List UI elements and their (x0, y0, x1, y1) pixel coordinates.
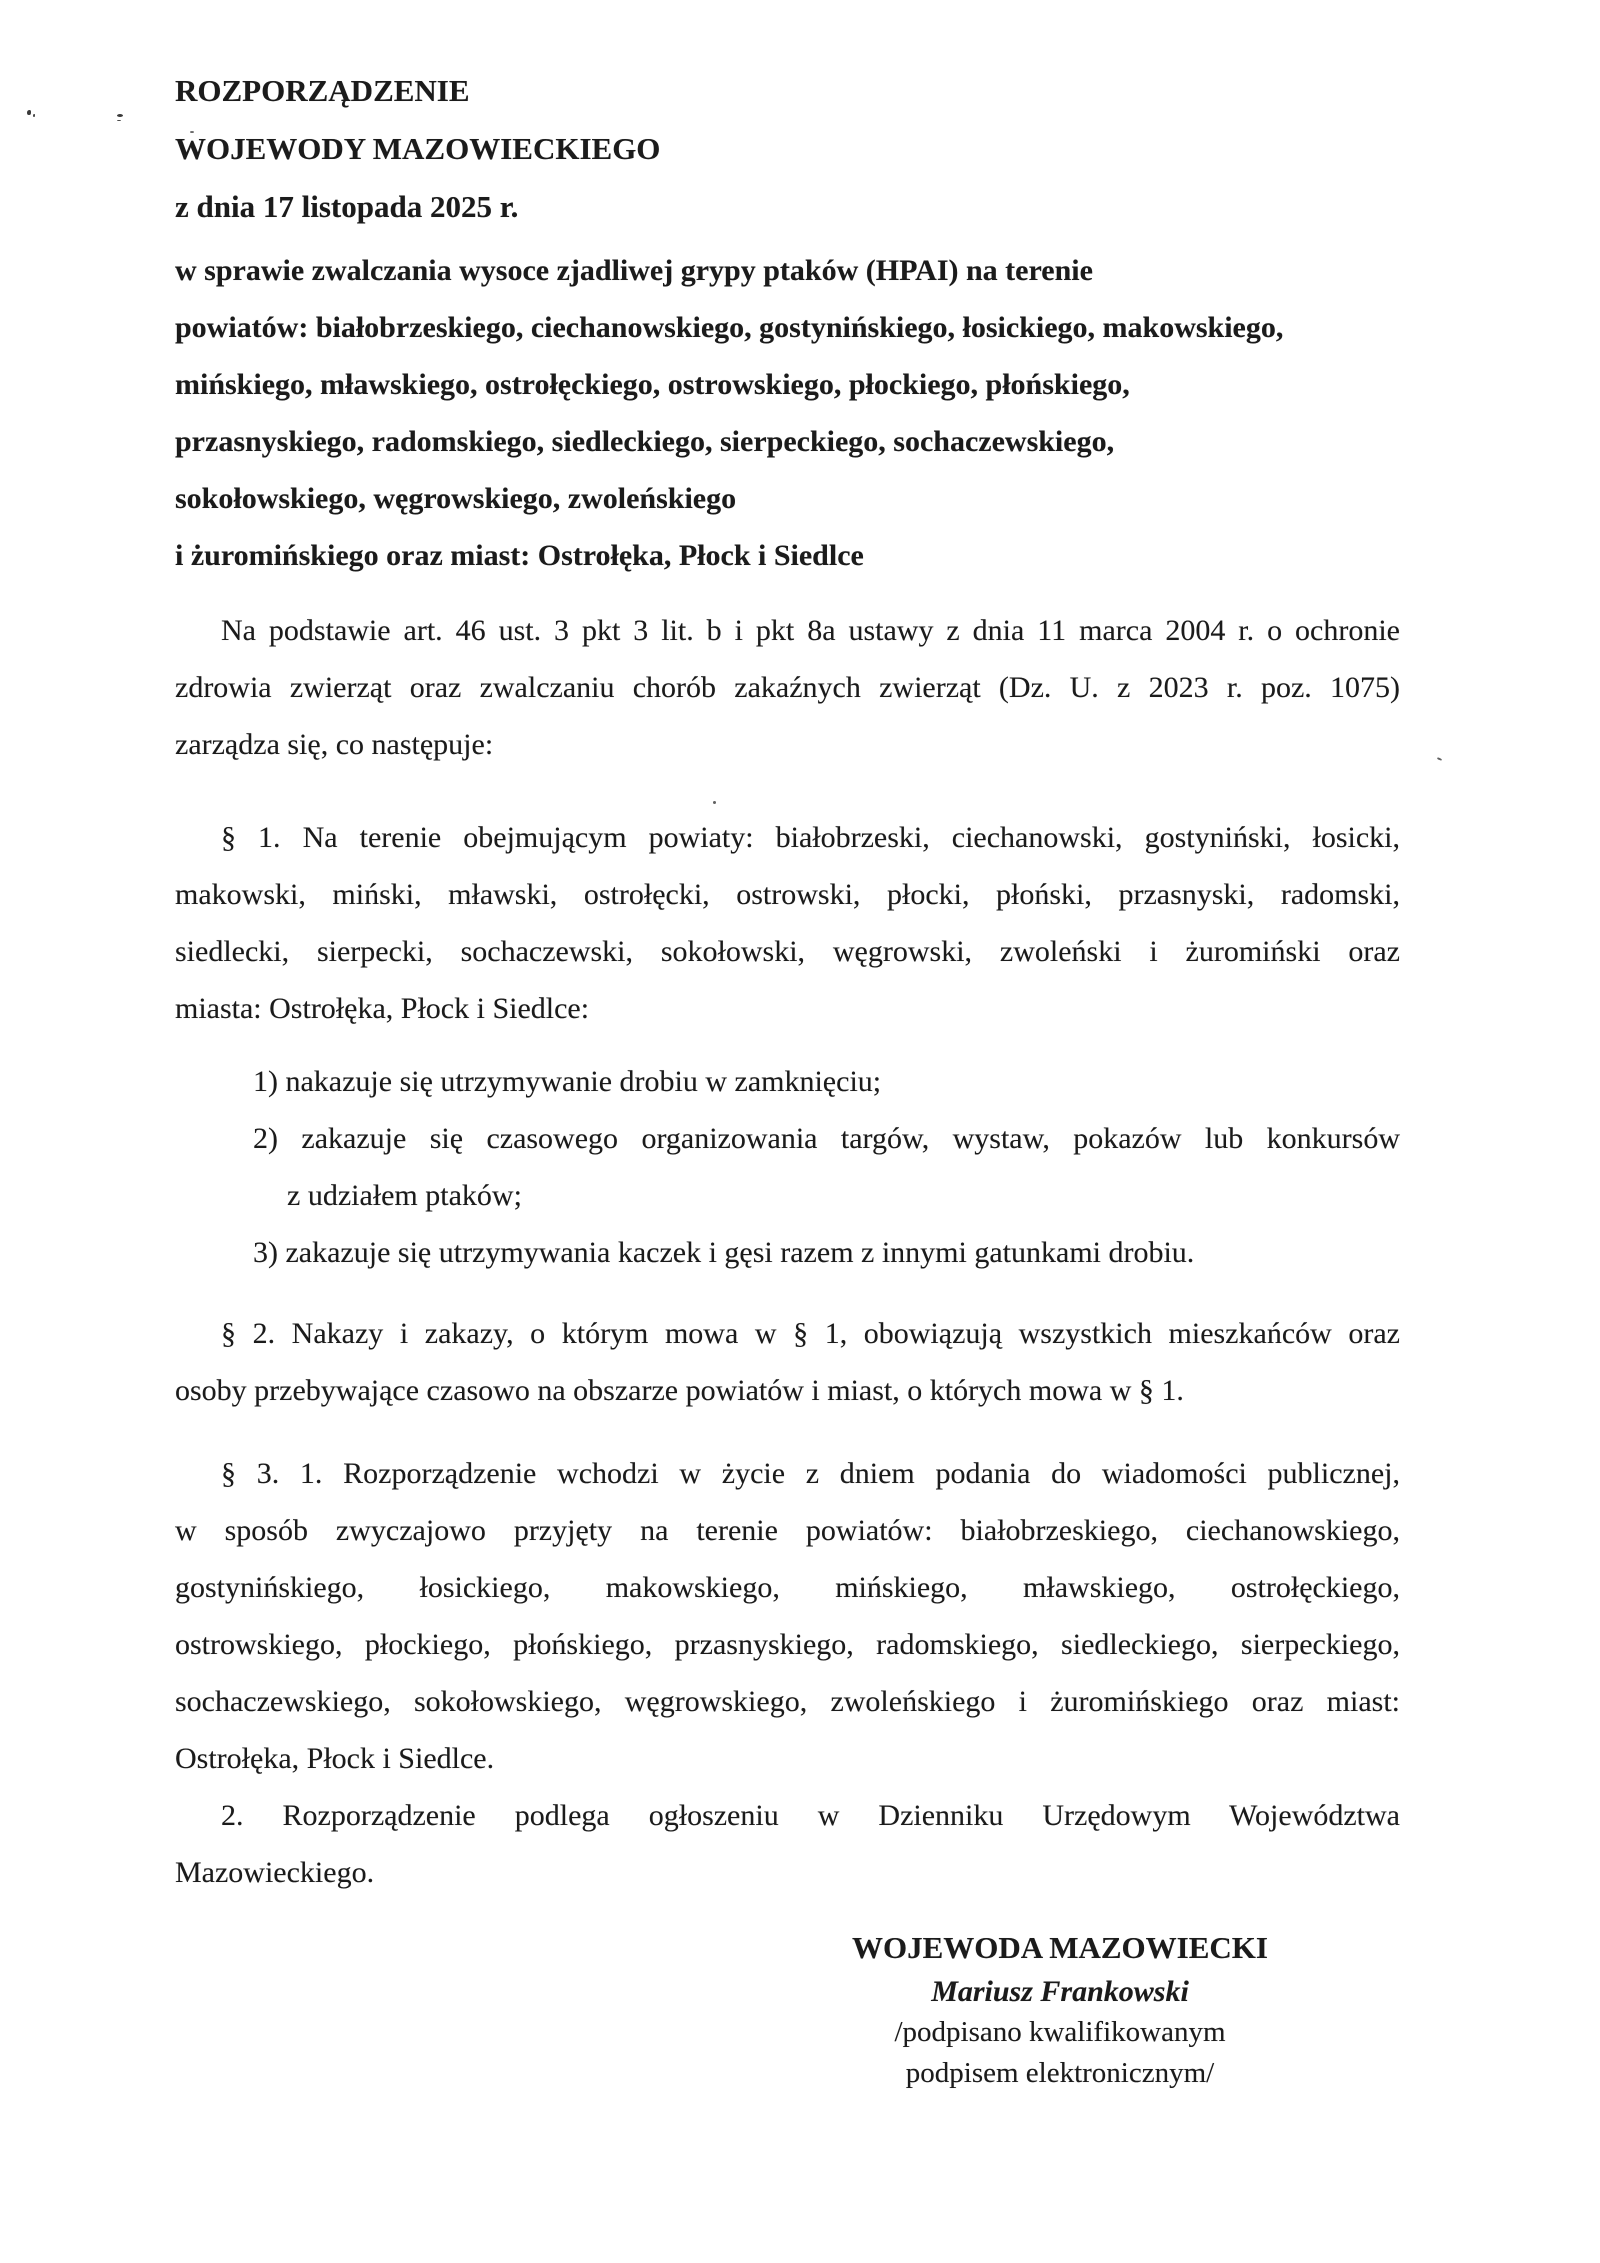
section-1-list (175, 1053, 1400, 1281)
body-line: 2. Rozporządzenie podlega ogłoszeniu w Dzienniku Urzędowym Województwa (221, 1799, 1400, 1832)
electronic-signature-note: /podpisano kwalifikowanym (894, 2016, 1226, 2048)
body-line: ostrowskiego, płockiego, płońskiego, przasnyskiego, radomskiego, siedleckiego, sierpeckiego, (175, 1628, 1400, 1661)
body-line: zdrowia zwierząt oraz zwalczaniu chorób zakaźnych zwierząt (Dz. U. z 2023 r. poz. 1075) (175, 671, 1400, 704)
doc-authority: WOJEWODY MAZOWIECKIEGO (175, 131, 661, 166)
body-line: Mazowieckiego. (175, 1856, 375, 1889)
section-3-paragraph-2 (175, 1787, 1400, 1901)
scan-artifact (1437, 757, 1442, 761)
list-item: 1) nakazuje się utrzymywanie drobiu w zamknięciu; (253, 1065, 882, 1098)
signer-title: WOJEWODA MAZOWIECKI (852, 1930, 1268, 1965)
section-1-paragraph (175, 809, 1400, 1037)
body-line: gostynińskiego, łosickiego, makowskiego, mińskiego, mławskiego, ostrołęckiego, (175, 1571, 1400, 1604)
document-header (175, 62, 1400, 236)
list-item (175, 1110, 1400, 1224)
doc-type-title: ROZPORZĄDZENIE (175, 73, 470, 108)
subject-line: w sprawie zwalczania wysoce zjadliwej grypy ptaków (HPAI) na terenie (175, 254, 1093, 287)
body-line: osoby przebywające czasowo na obszarze powiatów i miast, o których mowa w § 1. (175, 1374, 1184, 1407)
signer-name: Mariusz Frankowski (931, 1975, 1189, 2008)
list-item-line: z udziałem ptaków; (287, 1179, 522, 1212)
section-3-paragraph-1 (175, 1445, 1400, 1787)
subject-line: i żuromińskiego oraz miast: Ostrołęka, Płock i Siedlce (175, 539, 864, 572)
body-line: sochaczewskiego, sokołowskiego, węgrowskiego, zwoleńskiego i żuromińskiego oraz miast: (175, 1685, 1400, 1718)
body-line: § 2. Nakazy i zakazy, o którym mowa w § 1, obowiązują wszystkich mieszkańców oraz (221, 1317, 1400, 1350)
body-line: siedlecki, sierpecki, sochaczewski, sokołowski, węgrowski, zwoleński i żuromiński oraz (175, 935, 1400, 968)
body-line: Ostrołęka, Płock i Siedlce. (175, 1742, 495, 1775)
section-2-paragraph (175, 1305, 1400, 1419)
body-line: § 1. Na terenie obejmującym powiaty: białobrzeski, ciechanowski, gostyniński, łosicki, (221, 821, 1400, 854)
doc-subject (175, 242, 1400, 584)
body-line: Na podstawie art. 46 ust. 3 pkt 3 lit. b i pkt 8a ustawy z dnia 11 marca 2004 r. o ochronie (221, 614, 1400, 647)
signature-block (750, 1925, 1370, 2094)
body-line: § 3. 1. Rozporządzenie wchodzi w życie z dniem podania do wiadomości publicznej, (221, 1457, 1400, 1490)
body-line: w sposób zwyczajowo przyjęty na terenie powiatów: białobrzeskiego, ciechanowskiego, (175, 1514, 1400, 1547)
subject-line: powiatów: białobrzeskiego, ciechanowskiego, gostynińskiego, łosickiego, makowskiego, (175, 311, 1284, 344)
legal-basis-paragraph (175, 602, 1400, 773)
electronic-signature-note: podpisem elektronicznym/ (905, 2057, 1215, 2089)
list-item: 3) zakazuje się utrzymywania kaczek i gęsi razem z innymi gatunkami drobiu. (253, 1236, 1195, 1269)
document-page (175, 62, 1400, 2094)
subject-line: sokołowskiego, węgrowskiego, zwoleńskiego (175, 482, 737, 515)
doc-date: z dnia 17 listopada 2025 r. (175, 189, 519, 224)
body-line: miasta: Ostrołęka, Płock i Siedlce: (175, 992, 590, 1025)
body-line: makowski, miński, mławski, ostrołęcki, ostrowski, płocki, płoński, przasnyski, radomski, (175, 878, 1400, 911)
body-line: zarządza się, co następuje: (175, 728, 494, 761)
subject-line: mińskiego, mławskiego, ostrołęckiego, ostrowskiego, płockiego, płońskiego, (175, 368, 1130, 401)
list-item-line: 2) zakazuje się czasowego organizowania targów, wystaw, pokazów lub konkursów (253, 1122, 1400, 1155)
scan-artifact (117, 114, 123, 117)
subject-line: przasnyskiego, radomskiego, siedleckiego, sierpeckiego, sochaczewskiego, (175, 425, 1115, 458)
scan-artifact (27, 110, 31, 115)
